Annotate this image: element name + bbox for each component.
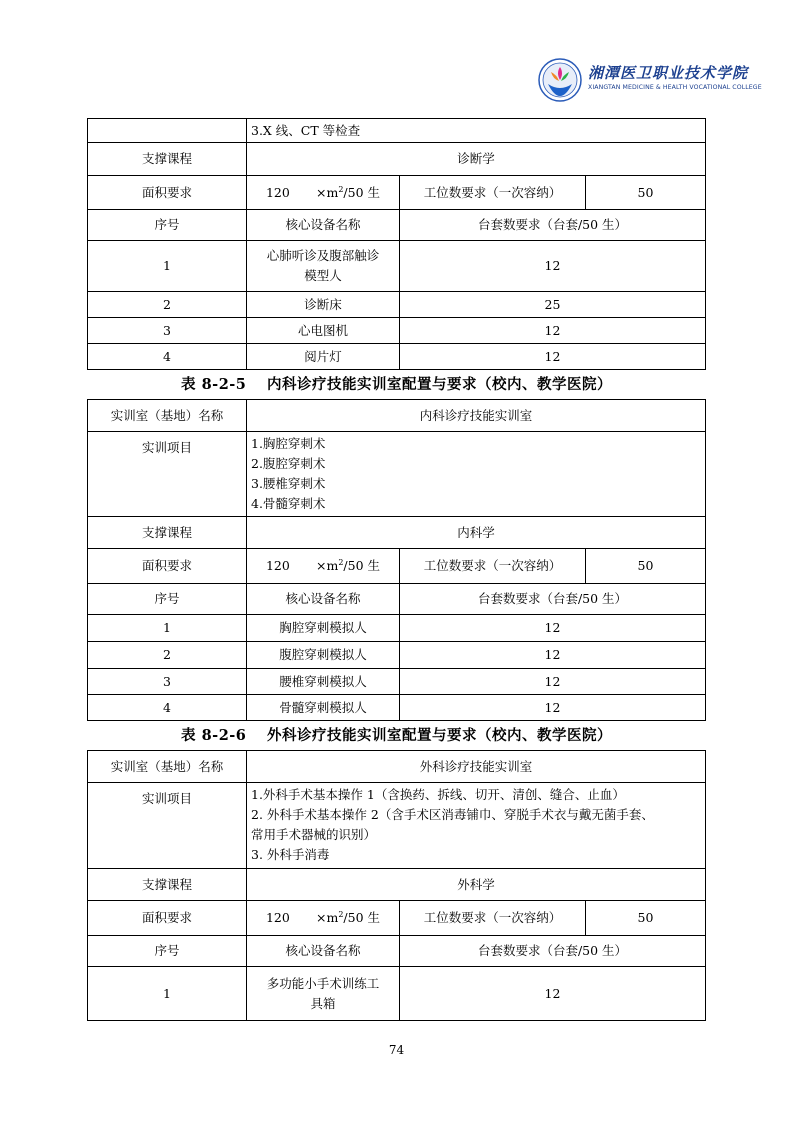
area-unit-sup: 2 bbox=[338, 557, 344, 567]
area-value: 120 bbox=[265, 910, 290, 925]
course-value: 诊断学 bbox=[247, 143, 706, 176]
row-quantity: 12 bbox=[400, 695, 706, 721]
area-label: 面积要求 bbox=[88, 549, 247, 584]
row-equipment: 腰椎穿刺模拟人 bbox=[247, 669, 400, 695]
row-quantity: 12 bbox=[400, 615, 706, 642]
header-quantity: 台套数要求（台套/50 生） bbox=[400, 584, 706, 615]
equip-line: 心肺听诊及腹部触诊 bbox=[266, 248, 380, 263]
station-value: 50 bbox=[586, 176, 706, 210]
row-equipment bbox=[247, 967, 400, 1021]
row-no: 3 bbox=[88, 318, 247, 344]
station-label: 工位数要求（一次容纳） bbox=[400, 901, 586, 936]
project-tail: 3.X 线、CT 等检查 bbox=[247, 119, 706, 143]
project-item: 4.骨髓穿刺术 bbox=[251, 496, 326, 511]
room-value: 内科诊疗技能实训室 bbox=[247, 400, 706, 432]
page-number: 74 bbox=[388, 1043, 405, 1057]
project-label: 实训项目 bbox=[88, 432, 247, 517]
project-item: 2.腹腔穿刺术 bbox=[251, 456, 326, 471]
area-label: 面积要求 bbox=[88, 176, 247, 210]
table-row bbox=[88, 241, 706, 292]
row-quantity: 12 bbox=[400, 642, 706, 669]
header-no: 序号 bbox=[88, 584, 247, 615]
row-no: 1 bbox=[88, 967, 247, 1021]
project-list bbox=[247, 783, 706, 869]
header-no: 序号 bbox=[88, 210, 247, 241]
area-value-cell bbox=[247, 549, 400, 584]
header-quantity: 台套数要求（台套/50 生） bbox=[400, 210, 706, 241]
course-label: 支撑课程 bbox=[88, 517, 247, 549]
area-unit-pre: ×m bbox=[315, 184, 339, 200]
logo-english-name: XIANGTAN MEDICINE & HEALTH VOCATIONAL COLLEGE bbox=[588, 84, 762, 91]
row-equipment: 诊断床 bbox=[247, 292, 400, 318]
course-value: 内科学 bbox=[247, 517, 706, 549]
area-unit-post: /50 生 bbox=[343, 910, 380, 925]
course-value: 外科学 bbox=[247, 869, 706, 901]
area-value-cell bbox=[247, 901, 400, 936]
table-row bbox=[88, 669, 706, 695]
header-equipment: 核心设备名称 bbox=[247, 936, 400, 967]
row-quantity: 25 bbox=[400, 292, 706, 318]
project-cell-empty bbox=[88, 119, 247, 143]
equip-line: 模型人 bbox=[304, 268, 342, 283]
area-value-cell bbox=[247, 176, 400, 210]
project-item: 2. 外科手术基本操作 2（含手术区消毒铺巾、穿脱手术衣与戴无菌手套、 bbox=[251, 807, 654, 822]
row-no: 2 bbox=[88, 292, 247, 318]
header-equipment: 核心设备名称 bbox=[247, 584, 400, 615]
area-unit-pre: ×m bbox=[315, 558, 339, 573]
row-equipment: 骨髓穿刺模拟人 bbox=[247, 695, 400, 721]
row-quantity: 12 bbox=[400, 967, 706, 1021]
header-equipment: 核心设备名称 bbox=[247, 210, 400, 241]
table-row bbox=[88, 642, 706, 669]
row-no: 3 bbox=[88, 669, 247, 695]
row-no: 2 bbox=[88, 642, 247, 669]
station-value: 50 bbox=[586, 549, 706, 584]
area-unit-sup: 2 bbox=[338, 909, 344, 919]
project-list bbox=[247, 432, 706, 517]
station-label: 工位数要求（一次容纳） bbox=[400, 549, 586, 584]
table-caption-8-2-6: 表 8-2-6 外科诊疗技能实训室配置与要求（校内、教学医院） bbox=[181, 727, 612, 744]
room-label: 实训室（基地）名称 bbox=[88, 751, 247, 783]
course-label: 支撑课程 bbox=[88, 869, 247, 901]
college-emblem-icon bbox=[538, 58, 582, 102]
area-unit-post: /50 生 bbox=[343, 558, 380, 573]
table-row bbox=[88, 292, 706, 318]
row-equipment: 腹腔穿刺模拟人 bbox=[247, 642, 400, 669]
table-caption-8-2-5: 表 8-2-5 内科诊疗技能实训室配置与要求（校内、教学医院） bbox=[181, 376, 612, 393]
station-value: 50 bbox=[586, 901, 706, 936]
table-row bbox=[88, 695, 706, 721]
row-quantity: 12 bbox=[400, 241, 706, 292]
table-internal-medicine-room bbox=[87, 399, 706, 721]
row-no: 1 bbox=[88, 615, 247, 642]
project-item: 3.腰椎穿刺术 bbox=[251, 476, 326, 491]
project-item: 1.胸腔穿刺术 bbox=[251, 436, 326, 451]
row-equipment: 胸腔穿刺模拟人 bbox=[247, 615, 400, 642]
room-label: 实训室（基地）名称 bbox=[88, 400, 247, 432]
equip-line: 具箱 bbox=[310, 995, 336, 1011]
table-row bbox=[88, 615, 706, 642]
row-quantity: 12 bbox=[400, 344, 706, 370]
table-row bbox=[88, 344, 706, 370]
table-diagnostics-room bbox=[87, 118, 706, 370]
area-unit-sup: 2 bbox=[338, 184, 344, 194]
logo-chinese-name: 湘潭医卫职业技术学院 bbox=[588, 64, 749, 82]
room-value: 外科诊疗技能实训室 bbox=[247, 751, 706, 783]
table-row bbox=[88, 967, 706, 1021]
header-quantity: 台套数要求（台套/50 生） bbox=[400, 936, 706, 967]
project-item: 常用手术器械的识别） bbox=[251, 827, 377, 842]
row-no: 4 bbox=[88, 344, 247, 370]
header-no: 序号 bbox=[88, 936, 247, 967]
course-label: 支撑课程 bbox=[88, 143, 247, 176]
area-value: 120 bbox=[265, 558, 290, 573]
row-equipment: 阅片灯 bbox=[247, 344, 400, 370]
project-item: 3. 外科手消毒 bbox=[251, 847, 330, 862]
station-label: 工位数要求（一次容纳） bbox=[400, 176, 586, 210]
area-label: 面积要求 bbox=[88, 901, 247, 936]
row-quantity: 12 bbox=[400, 318, 706, 344]
area-unit-pre: ×m bbox=[315, 910, 339, 925]
college-logo bbox=[538, 58, 762, 104]
table-row bbox=[88, 318, 706, 344]
row-no: 4 bbox=[88, 695, 247, 721]
row-quantity: 12 bbox=[400, 669, 706, 695]
area-value: 120 bbox=[265, 184, 290, 200]
project-item: 1.外科手术基本操作 1（含换药、拆线、切开、清创、缝合、止血） bbox=[251, 787, 625, 802]
equip-line: 多功能小手术训练工 bbox=[266, 975, 380, 991]
area-unit-post: /50 生 bbox=[343, 184, 380, 200]
row-equipment bbox=[247, 241, 400, 292]
table-surgery-room bbox=[87, 750, 706, 1021]
project-label: 实训项目 bbox=[88, 783, 247, 869]
row-no: 1 bbox=[88, 241, 247, 292]
row-equipment: 心电图机 bbox=[247, 318, 400, 344]
